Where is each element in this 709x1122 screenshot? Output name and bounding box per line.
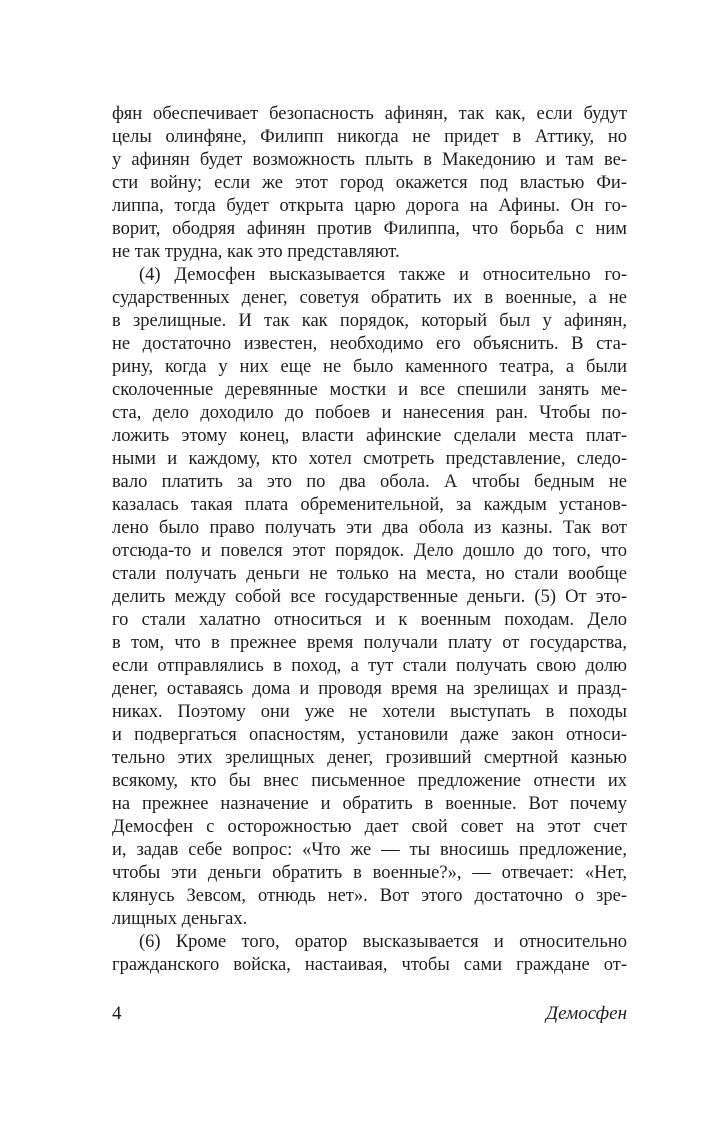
text-line: делить между собой все государственные деньги. (5) От это-	[112, 587, 627, 607]
paragraph	[112, 103, 627, 264]
text-line: и подвергаться опасностям, установили даже закон относи-	[112, 725, 627, 745]
text-line: (4) Демосфен высказывается также и относительно го-	[139, 265, 627, 285]
text-line: фян обеспечивает безопасность афинян, так как, если будут	[112, 104, 627, 124]
paragraph	[112, 931, 627, 977]
text-line: ста, дело доходило до побоев и нанесения ран. Чтобы по-	[112, 403, 627, 423]
text-line: лищных деньгах.	[112, 909, 248, 929]
text-line: отсюда-то и повелся этот порядок. Дело дошло до того, что	[112, 541, 627, 561]
text-line: на прежнее назначение и обратить в военные. Вот почему	[112, 794, 627, 814]
text-line: в том, что в прежнее время получали плату от государства,	[112, 633, 627, 653]
text-line: стали получать деньги не только на места, но стали вообще	[112, 564, 627, 584]
text-line: сударственных денег, советуя обратить их в военные, а не	[112, 288, 627, 308]
text-line: денег, оставаясь дома и проводя время на зрелищах и празд-	[112, 679, 627, 699]
text-line: ными и каждому, кто хотел смотреть представление, следо-	[112, 449, 627, 469]
text-line: у афинян будет возможность плыть в Македонию и там ве-	[112, 150, 627, 170]
page-number: 4	[112, 1003, 122, 1024]
text-line: не достаточно известен, необходимо его объяснить. В ста-	[112, 334, 627, 354]
text-line: Демосфен с осторожностью дает свой совет на этот счет	[112, 817, 627, 837]
paragraph	[112, 264, 627, 931]
text-line: никах. Поэтому они уже не хотели выступать в походы	[112, 702, 627, 722]
text-line: вало платить за это по два обола. А чтобы бедным не	[112, 472, 627, 492]
page-text	[112, 103, 627, 977]
text-line: липпа, тогда будет открыта царю дорога на Афины. Он го-	[112, 196, 627, 216]
text-line: чтобы эти деньги обратить в военные?», — отвечает: «Нет,	[112, 863, 627, 883]
text-line: всякому, кто бы внес письменное предложение отнести их	[112, 771, 627, 791]
text-line: сколоченные деревянные мостки и все спешили занять ме-	[112, 380, 627, 400]
running-title: Демосфен	[546, 1003, 627, 1024]
text-line: ворит, ободряя афинян против Филиппа, что борьба с ним	[112, 219, 627, 239]
text-line: в зрелищные. И так как порядок, который был у афинян,	[112, 311, 627, 331]
text-line: (6) Кроме того, оратор высказывается и относительно	[139, 932, 627, 952]
text-line: го стали халатно относиться и к военным походам. Дело	[112, 610, 627, 630]
page-footer	[112, 1002, 627, 1025]
text-line: если отправлялись в поход, а тут стали получать свою долю	[112, 656, 627, 676]
text-line: тельно этих зрелищных денег, грозивший смертной казнью	[112, 748, 627, 768]
text-line: казалась такая плата обременительной, за каждым установ-	[112, 495, 627, 515]
text-line: лено было право получать эти два обола из казны. Так вот	[112, 518, 627, 538]
text-line: и, задав себе вопрос: «Что же — ты вносишь предложение,	[112, 840, 627, 860]
text-line: ложить этому конец, власти афинские сделали места плат-	[112, 426, 627, 446]
text-line: сти войну; если же этот город окажется под властью Фи-	[112, 173, 627, 193]
text-line: гражданского войска, настаивая, чтобы сами граждане от-	[112, 955, 627, 975]
text-line: клянусь Зевсом, отнюдь нет». Вот этого достаточно о зре-	[112, 886, 627, 906]
text-line: рину, когда у них еще не было каменного театра, а были	[112, 357, 627, 377]
text-line: не так трудна, как это представляют.	[112, 242, 400, 262]
text-line: целы олинфяне, Филипп никогда не придет в Аттику, но	[112, 127, 627, 147]
